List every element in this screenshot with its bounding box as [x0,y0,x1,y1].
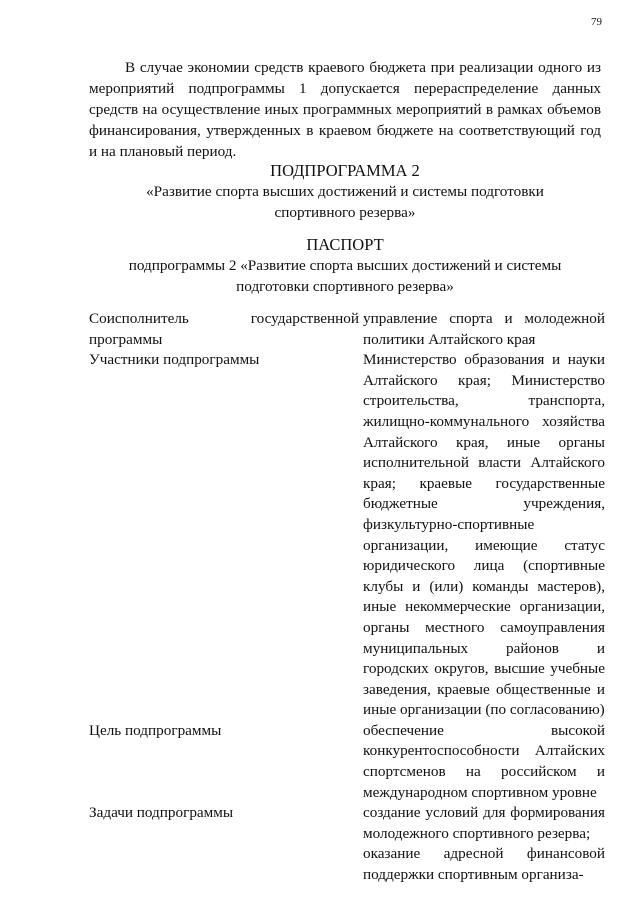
passport-title: ПАСПОРТ [306,235,384,254]
table-row [89,309,605,350]
row-label: Соисполнитель государственной программы [89,310,359,348]
row-value-text: обеспечение высокой конкурентоспособности Алтайских спортсменов на российском и международном спортивном уровне [363,721,605,801]
table-row [89,721,605,803]
row-value [363,803,605,885]
row-label: Участники подпрограммы [89,351,260,369]
passport-subtitle-line2: подготовки спортивного резерва» [236,278,454,295]
row-label: Цель подпрограммы [89,721,222,739]
page-number: 79 [591,16,602,28]
subprogram-name-line1: «Развитие спорта высших достижений и системы подготовки [146,183,544,200]
row-value-text: создание условий для формирования молодежного спортивного резерва; [363,804,605,842]
intro-paragraph: В случае экономии средств краевого бюджета при реализации одного из мероприятий подпрограммы 1 допускается перераспределение данных средств на осуществление иных программных мероприятий в рамках объемов финансирования, утвержденных в краевом бюджете на соответствующий год и на плановый период. [89,59,601,160]
table-row [89,803,605,885]
subprogram-title: ПОДПРОГРАММА 2 [270,161,420,180]
table-row [89,350,605,721]
passport-header [89,234,601,297]
row-value [363,350,605,721]
row-label: Задачи подпрограммы [89,804,234,822]
row-value [363,309,605,350]
subprogram-name-line2: спортивного резерва» [274,204,416,221]
passport-table [89,309,605,886]
row-value-text: управление спорта и молодежной политики Алтайского края [363,310,605,348]
passport-subtitle-line1: подпрограммы 2 «Развитие спорта высших достижений и системы [128,257,562,274]
row-value-text: Министерство образования и науки Алтайского края; Министерство строительства, транспорта, жилищно-коммунального хозяйства Алтайского края, иные органы исполнительной власти Алтайского края; краевые государственные бюджетные учреждения, физкультурно-спортивные организации, имеющие статус юридического лица (спортивные клубы и (или) команды мастеров), иные некоммерческие организации, органы местного самоуправления муниципальных районов и городских округов, высшие учебные заведения, краевые общественные и иные организации (по согласованию) [363,351,605,719]
row-value [363,721,605,803]
subprogram-header [89,160,601,223]
row-value-text: оказание адресной финансовой поддержки спортивным организа- [363,845,605,884]
